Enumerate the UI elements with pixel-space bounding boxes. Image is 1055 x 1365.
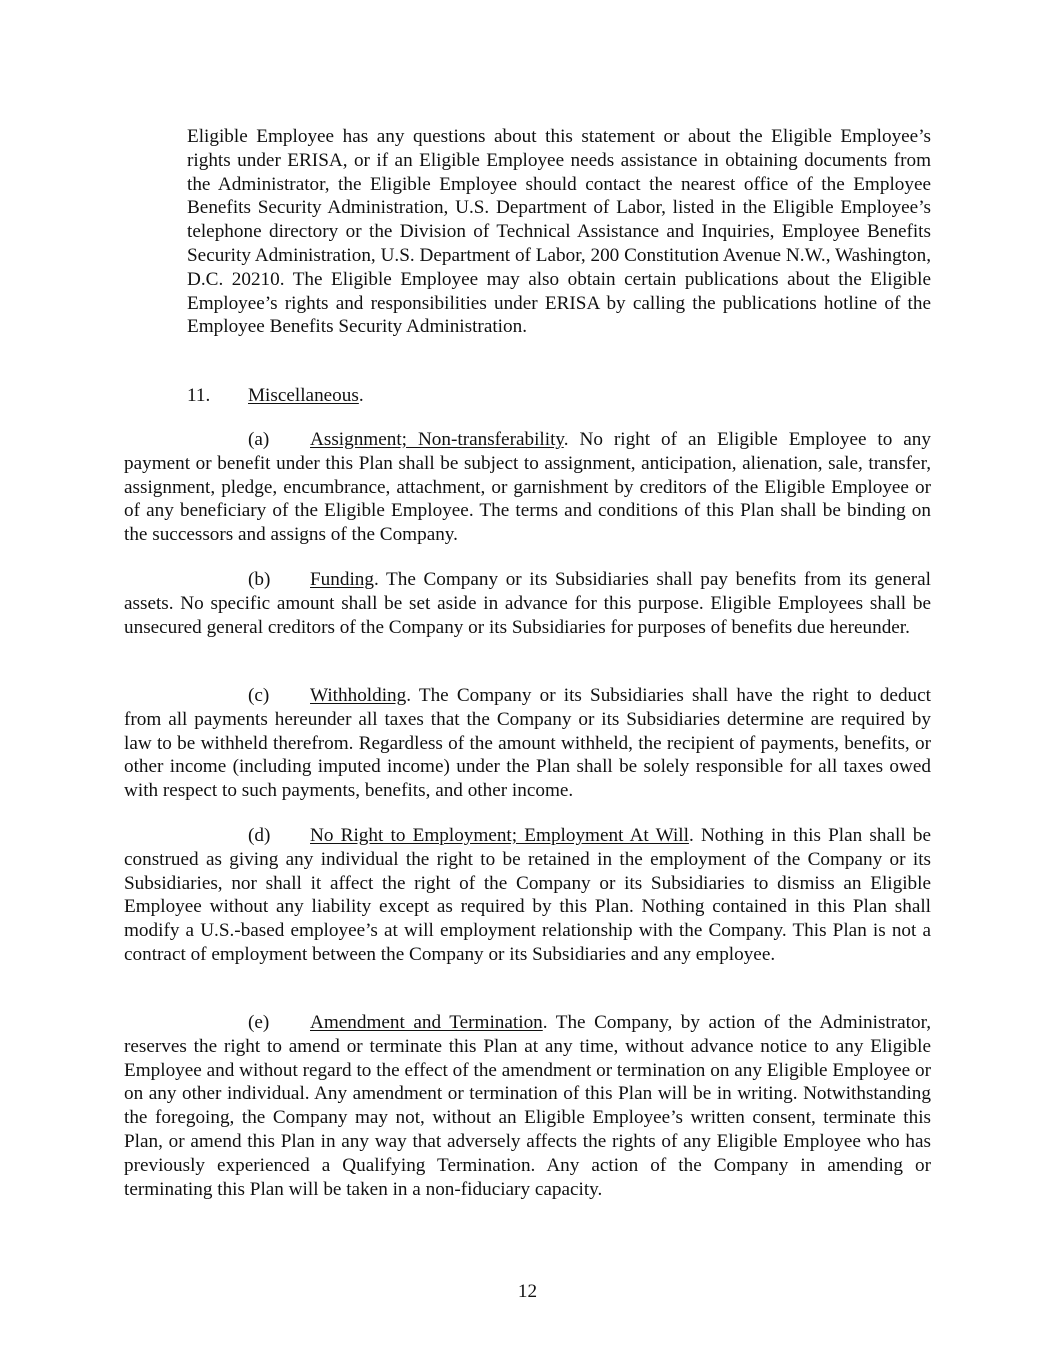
subsection-text: . No right of an Eligible Employee to any payment or benefit under this Plan shall be subject to assignment, anticipation, alienation, sale, transfer, assignment, pledge, encumbrance, attachment, or garnishment by creditors of the Eligible Employee or of any beneficiary of the Eligible Employee. The terms and conditions of this Plan shall be binding on the successors and assigns of the Company. [124,429,931,546]
section-number: 11. [187,385,211,406]
subsection-title: Funding [310,569,374,590]
subsection-letter: (c) [248,685,270,706]
subsection-e [124,1011,931,1201]
subsection-text: . Nothing in this Plan shall be construed as giving any individual the right to be retained in the employment of the Company or its Subsidiaries, nor shall it affect the right of the Company or its Subsidiaries to dismiss an Eligible Employee without any liability except as required by this Plan. Nothing contained in this Plan shall modify a U.S.-based employee’s at will employment relationship with the Company. This Plan is not a contract of employment between the Company or its Subsidiaries and any employee. [124,825,931,965]
section-heading [187,384,364,408]
subsection-a [124,428,931,547]
subsection-title: No Right to Employment; Employment At Will [310,825,689,846]
subsection-d [124,824,931,967]
subsection-lead [124,684,310,708]
subsection-letter: (e) [248,1012,270,1033]
subsection-text: . The Company or its Subsidiaries shall pay benefits from its general assets. No specific amount shall be set aside in advance for this purpose. Eligible Employees shall be unsecured general creditors of the Company or its Subsidiaries for purposes of benefits due hereunder. [124,569,931,638]
subsection-lead [124,568,310,592]
subsection-letter: (a) [248,429,270,450]
subsection-text: . The Company, by action of the Administrator, reserves the right to amend or terminate this Plan at any time, without advance notice to any Eligible Employee and without regard to the effect of the amendment or termination on any Eligible Employee or on any other individual. Any amendment or termination of this Plan will be in writing. Notwithstanding the foregoing, the Company may not, without an Eligible Employee’s written consent, terminate this Plan, or amend this Plan in any way that adversely affects the rights of any Eligible Employee who has previously experienced a Qualifying Termination. Any action of the Company in amending or terminating this Plan will be taken in a non-fiduciary capacity. [124,1012,931,1200]
subsection-c [124,684,931,803]
section-title: Miscellaneous [248,385,359,406]
section-title-punct: . [358,385,364,406]
subsection-lead [124,824,310,848]
subsection-letter: (b) [248,569,271,590]
intro-paragraph: Eligible Employee has any questions about this statement or about the Eligible Employee’s rights under ERISA, or if an Eligible Employee needs assistance in obtaining documents from the Administrator, the Eligible Employee should contact the nearest office of the Employee Benefits Security Administration, U.S. Department of Labor, listed in the Eligible Employee’s telephone directory or the Division of Technical Assistance and Inquiries, Employee Benefits Security Administration, U.S. Department of Labor, 200 Constitution Avenue N.W., Washington, D.C. 20210. The Eligible Employee may also obtain certain publications about the Eligible Employee’s rights and responsibilities under ERISA by calling the publications hotline of the Employee Benefits Security Administration. [187,126,931,338]
subsection-text: . The Company or its Subsidiaries shall have the right to deduct from all payments hereunder all taxes that the Company or its Subsidiaries determine are required by law to be withheld therefrom. Regardless of the amount withheld, the recipient of payments, benefits, or other income (including imputed income) under the Plan shall be solely responsible for all taxes owed with respect to such payments, benefits, and other income. [124,685,931,802]
page-number: 12 [517,1281,538,1302]
subsection-title: Assignment; Non-transferability [310,429,564,450]
subsection-lead [124,1011,310,1035]
subsection-title: Amendment and Termination [310,1012,543,1033]
subsection-letter: (d) [248,825,271,846]
subsection-b [124,568,931,639]
subsection-title: Withholding [310,685,407,706]
subsection-lead [124,428,310,452]
